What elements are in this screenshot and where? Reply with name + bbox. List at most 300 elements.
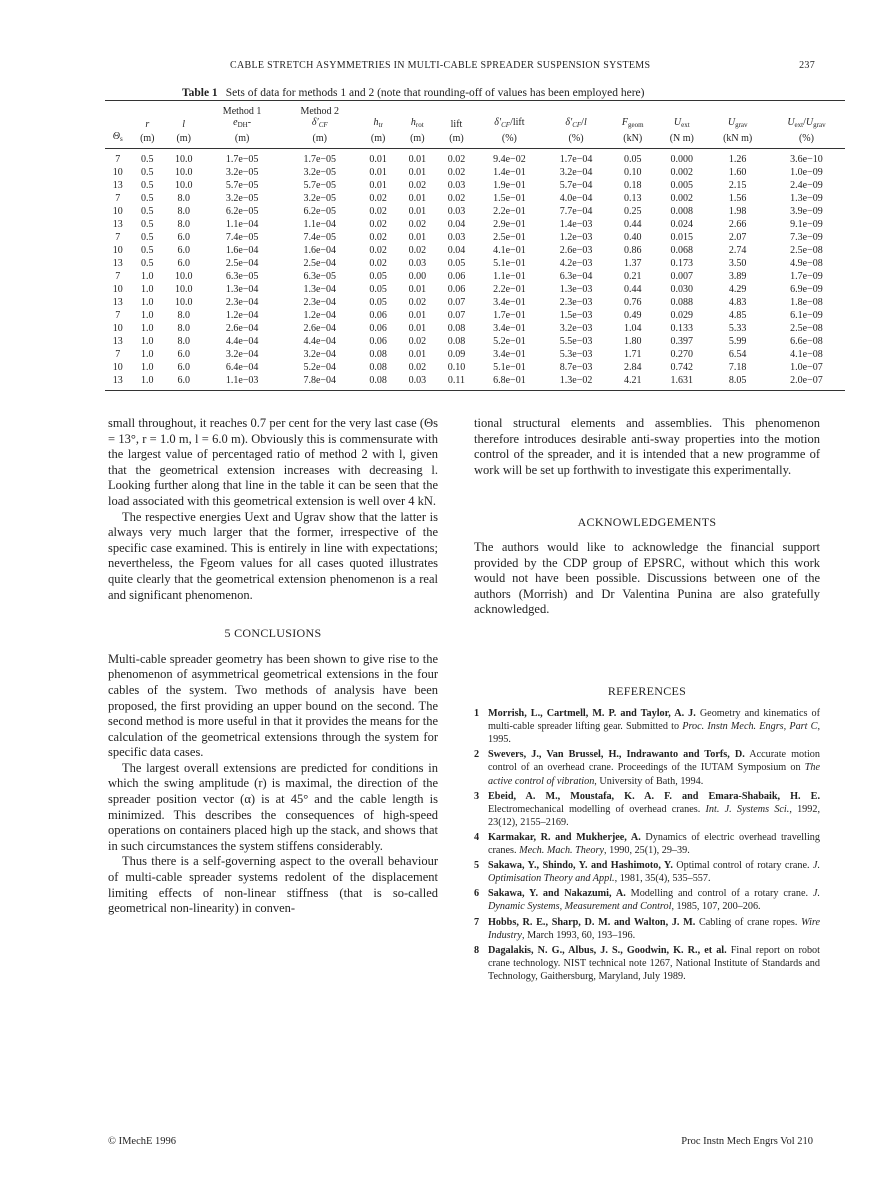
table-header-columns <box>105 117 845 131</box>
table-cell: 0.04 <box>447 245 466 256</box>
table-cell: 5.7e−05 <box>225 180 259 191</box>
table-cell: 5.1e−01 <box>493 258 526 269</box>
unit-header: (m) <box>437 131 476 149</box>
table-cell: 3.4e−01 <box>493 297 526 308</box>
col-header: $\delta'_{CF}$/lift <box>494 117 525 129</box>
unit-header: $\Theta_s$ <box>105 131 131 149</box>
table-cell: 0.01 <box>408 232 427 243</box>
table-cell: 2.5e−01 <box>493 232 526 243</box>
table-cell: 0.44 <box>623 219 642 230</box>
unit-header: (kN) <box>609 131 656 149</box>
table-cell: 13 <box>112 336 123 347</box>
table-cell: 6.0 <box>177 362 190 373</box>
table-cell: 7 <box>115 349 121 360</box>
reference-item <box>474 831 820 857</box>
table-cell: 0.08 <box>369 362 387 373</box>
table-cell: 1.1e−01 <box>493 271 526 282</box>
table-cell: 0.00 <box>408 271 427 282</box>
table-cell: 0.01 <box>408 284 427 295</box>
table-cell: 1.0 <box>141 284 154 295</box>
table-cell: 7.18 <box>728 362 747 373</box>
table-row <box>105 322 845 335</box>
table-cell: 3.2e−04 <box>225 349 259 360</box>
table-cell: 0.03 <box>447 180 466 191</box>
table-header-methods <box>105 101 845 118</box>
table-cell: 0.08 <box>359 374 398 391</box>
table-cell: 0.05 <box>369 297 387 308</box>
table-cell: 5.7e−05 <box>303 180 337 191</box>
table-cell: 10.0 <box>174 297 193 308</box>
table-row <box>105 361 845 374</box>
table-cell: 0.10 <box>447 362 466 373</box>
col-header: $U_{ext}$ <box>673 117 690 129</box>
table-cell: 1.56 <box>728 193 747 204</box>
table-cell: 1.3e−04 <box>303 284 337 295</box>
table-cell: 6.9e−09 <box>790 284 823 295</box>
table-cell: 1.04 <box>623 323 642 334</box>
reference-authors: Hobbs, R. E., Sharp, D. M. and Walton, J. M. <box>488 916 696 928</box>
reference-authors: Swevers, J., Van Brussel, H., Indrawanto and Torfs, D. <box>488 749 745 761</box>
table-cell: 8.05 <box>707 374 767 391</box>
conclusions-heading: 5 CONCLUSIONS <box>224 626 322 641</box>
table-cell: 1.0 <box>131 374 165 391</box>
table-cell: 0.86 <box>623 245 642 256</box>
table-cell: 0.04 <box>447 219 466 230</box>
table-cell: 7.8e−04 <box>281 374 359 391</box>
table-cell: 3.2e−04 <box>303 349 337 360</box>
table-cell: 3.2e−05 <box>303 193 337 204</box>
table-cell: 5.2e−01 <box>493 336 526 347</box>
table-cell: 2.5e−04 <box>225 258 259 269</box>
table-cell: 8.0 <box>177 193 190 204</box>
reference-authors: Karmakar, R. and Mukherjee, A. <box>488 831 641 843</box>
reference-text: Final report on robot crane technology. NIST technical note 1267, National Institute of Standards and Technology, Gaithersburg, Maryland, July 1989. <box>488 944 820 982</box>
unit-header: (%) <box>476 131 543 149</box>
table-cell: 2.5e−08 <box>790 323 823 334</box>
table-cell: 0.02 <box>408 336 427 347</box>
table-cell: 1.2e−04 <box>225 310 259 321</box>
table-cell: 5.2e−04 <box>303 362 337 373</box>
table-cell: 1.71 <box>623 349 642 360</box>
table-cell: 1.3e−03 <box>559 284 593 295</box>
table-cell: 1.7e−01 <box>493 310 526 321</box>
left-column <box>108 416 438 917</box>
table-cell: 0.5 <box>141 193 154 204</box>
table-cell: 0.03 <box>398 374 437 391</box>
col-header: $\delta'_{CF}$ <box>311 117 328 129</box>
table-cell: 1.3e−02 <box>543 374 610 391</box>
reference-journal: Mech. Mach. Theory <box>519 845 604 857</box>
table-cell: 4.9e−08 <box>790 258 823 269</box>
table-cell: 1.0e−09 <box>790 167 823 178</box>
table-cell: 0.11 <box>437 374 476 391</box>
reference-number: 3 <box>474 790 480 802</box>
reference-text: Modelling and control of a rotary crane. <box>625 888 813 900</box>
reference-text: Cabling of crane ropes. <box>695 916 802 928</box>
table-cell: 2.74 <box>728 245 747 256</box>
table-cell: 7.4e−05 <box>225 232 259 243</box>
table-row <box>105 257 845 270</box>
table-cell: 1.2e−04 <box>303 310 337 321</box>
table-cell: 1.0 <box>141 336 154 347</box>
table-cell: 0.5 <box>141 219 154 230</box>
table-cell: 0.029 <box>670 310 694 321</box>
table-cell: 0.06 <box>369 336 387 347</box>
unit-header: (N m) <box>656 131 707 149</box>
table-cell: 1.0 <box>141 310 154 321</box>
table-cell: 8.0 <box>177 206 190 217</box>
table-caption <box>182 87 644 99</box>
table-cell: 0.07 <box>447 310 466 321</box>
table-cell: 8.0 <box>177 310 190 321</box>
col-header: $h_{rot}$ <box>410 117 424 129</box>
table-cell: 1.3e−09 <box>790 193 823 204</box>
table-cell: 0.5 <box>141 167 154 178</box>
table-cell: 0.05 <box>623 154 642 165</box>
method1-header: Method 1 <box>203 101 281 118</box>
table-row <box>105 244 845 257</box>
table-row <box>105 231 845 244</box>
table-cell: 6.0 <box>177 245 190 256</box>
table-cell: 10 <box>112 323 123 334</box>
table-cell: 0.05 <box>369 271 387 282</box>
table-cell: 7.7e−04 <box>559 206 593 217</box>
paragraph: The largest overall extensions are predicted for conditions in which the swing amplitude (r) is maximal, the direction of the spreader position vector (α) is at 45° and the cable length is minimized. This describes the consequences of high-speed operations on containers placed high up the stack, and shows that in such circumstances the system stiffens considerably. <box>108 760 438 853</box>
reference-tail: , March 1993, 60, 193–196. <box>521 929 636 941</box>
table-cell: 10 <box>112 284 123 295</box>
table-cell: 2.4e−09 <box>790 180 823 191</box>
reference-tail: , 1995. <box>488 721 820 746</box>
table-cell: 7 <box>115 154 121 165</box>
table-caption-text: Sets of data for methods 1 and 2 (note that rounding-off of values has been employed here) <box>225 87 645 99</box>
table-cell: 0.03 <box>408 258 427 269</box>
reference-journal: J. Dynamic Systems, Measurement and Control <box>488 888 820 913</box>
table-cell: 0.005 <box>670 180 694 191</box>
col-header: $e_{DH}-$ <box>233 117 252 129</box>
table-cell: 4.0e−04 <box>559 193 593 204</box>
table-cell: 1.1e−03 <box>203 374 281 391</box>
table-cell: 7 <box>115 310 121 321</box>
table-cell: 6.8e−01 <box>476 374 543 391</box>
table-cell: 0.397 <box>670 336 694 347</box>
footer-journal: Proc Instn Mech Engrs Vol 210 <box>681 1136 813 1147</box>
table-cell: 0.173 <box>670 258 694 269</box>
acknowledgements-heading: ACKNOWLEDGEMENTS <box>577 515 717 530</box>
reference-number: 8 <box>474 944 480 956</box>
table-cell: 1.7e−04 <box>559 154 593 165</box>
col-header: l <box>182 118 186 130</box>
table-cell: 0.133 <box>670 323 694 334</box>
table-cell: 6.3e−05 <box>303 271 337 282</box>
paragraph: Thus there is a self-governing aspect to the overall behaviour of multi-cable spreader systems redolent of the displacement limiting effects of non-linear stiffness (that is so-called geometrical non-linearity) in conven- <box>108 854 438 916</box>
reference-journal: The active control of vibration <box>488 762 820 787</box>
table-cell: 9.1e−09 <box>790 219 823 230</box>
running-head <box>0 60 873 76</box>
table-cell: 0.01 <box>408 193 427 204</box>
table-row <box>105 149 845 167</box>
table-cell: 0.02 <box>369 219 387 230</box>
table-cell: 1.3e−04 <box>225 284 259 295</box>
table-cell: 1.26 <box>728 154 747 165</box>
table-cell: 4.1e−08 <box>790 349 823 360</box>
reference-journal: Proc. Instn Mech. Engrs, Part C <box>682 721 818 733</box>
table-cell: 13 <box>112 258 123 269</box>
table-cell: 1.0 <box>141 271 154 282</box>
col-header: $U_{ext}/U_{grav}$ <box>787 117 826 129</box>
unit-header: (m) <box>203 131 281 149</box>
table-row <box>105 348 845 361</box>
reference-authors: Morrish, L., Cartmell, M. P. and Taylor, A. J. <box>488 708 696 720</box>
table-cell: 7 <box>115 271 121 282</box>
table-cell: 3.2e−05 <box>303 167 337 178</box>
footer-copyright: © IMechE 1996 <box>108 1136 177 1147</box>
table-row <box>105 166 845 179</box>
table-cell: 0.002 <box>670 167 694 178</box>
reference-number: 4 <box>474 831 480 843</box>
table-cell: 0.13 <box>623 193 642 204</box>
table-cell: 4.1e−01 <box>493 245 526 256</box>
reference-number: 5 <box>474 860 480 872</box>
table-cell: 1.1e−04 <box>225 219 259 230</box>
table-cell: 0.03 <box>447 232 466 243</box>
reference-number: 7 <box>474 916 480 928</box>
table-cell: 2.5e−08 <box>790 245 823 256</box>
table-cell: 0.06 <box>447 284 466 295</box>
table-cell: 3.2e−03 <box>559 323 593 334</box>
table-cell: 4.21 <box>609 374 656 391</box>
reference-tail: , 1981, 35(4), 535–557. <box>614 873 711 885</box>
table-cell: 6.2e−05 <box>225 206 259 217</box>
table-cell: 1.7e−05 <box>303 154 337 165</box>
table-cell: 6.3e−04 <box>559 271 593 282</box>
table-cell: 2.2e−01 <box>493 284 526 295</box>
reference-text: Electromechanical modelling of overhead cranes. <box>488 803 706 815</box>
table-header-units <box>105 131 845 149</box>
table-cell: 4.4e−04 <box>225 336 259 347</box>
reference-journal: Wire Industry <box>488 916 821 941</box>
table-cell: 1.0e−07 <box>790 362 823 373</box>
table-cell: 6.4e−04 <box>225 362 259 373</box>
reference-item <box>474 859 820 885</box>
table-cell: 13 <box>105 374 131 391</box>
reference-item <box>474 790 820 829</box>
table-cell: 10 <box>112 362 123 373</box>
page-number: 237 <box>799 60 815 71</box>
paragraph: Multi-cable spreader geometry has been shown to give rise to the phenomenon of asymmetrical geometrical extensions in the four cables of the system. Two methods of analysis have been proposed, the first providing an upper bound on the second. The second method is more useful in that it provides the means for the calculation of the geometrical extensions through the system for specific data cases. <box>108 651 438 760</box>
right-column <box>474 416 820 618</box>
table-cell: 0.007 <box>670 271 694 282</box>
table-cell: 0.25 <box>623 206 642 217</box>
table-row <box>105 309 845 322</box>
table-cell: 0.068 <box>670 245 694 256</box>
table-cell: 9.4e−02 <box>493 154 526 165</box>
table-cell: 1.4e−01 <box>493 167 526 178</box>
table-cell: 3.2e−04 <box>559 167 593 178</box>
reference-authors: Dagalakis, N. G., Albus, J. S., Goodwin, K. R., et al. <box>488 944 727 956</box>
reference-item <box>474 944 820 983</box>
table-cell: 0.44 <box>623 284 642 295</box>
unit-header: (%) <box>543 131 610 149</box>
table-cell: 2.6e−03 <box>559 245 593 256</box>
table-cell: 2.07 <box>728 232 747 243</box>
table-cell: 1.9e−01 <box>493 180 526 191</box>
table-cell: 0.07 <box>447 297 466 308</box>
table-cell: 3.2e−05 <box>225 193 259 204</box>
table-cell: 1.7e−05 <box>225 154 259 165</box>
table-cell: 10.0 <box>174 284 193 295</box>
reference-tail: , 1992, 23(12), 2155–2169. <box>488 803 820 828</box>
table-cell: 1.60 <box>728 167 747 178</box>
table-cell: 6.1e−09 <box>790 310 823 321</box>
reference-authors: Ebeid, A. M., Moustafa, K. A. F. and Emara-Shabaik, H. E. <box>488 790 820 802</box>
table-cell: 1.5e−01 <box>493 193 526 204</box>
running-head-title: CABLE STRETCH ASYMMETRIES IN MULTI-CABLE SPREADER SUSPENSION SYSTEMS <box>230 60 651 71</box>
table-cell: 0.49 <box>623 310 642 321</box>
table-cell: 1.6e−04 <box>225 245 259 256</box>
table-cell: 1.4e−03 <box>559 219 593 230</box>
paragraph: The respective energies Uext and Ugrav show that the latter is always very much larger that the former, irrespective of the specific case examined. This is entirely in line with expectations; nevertheless, the Fgeom values for all cases quoted illustrates quite clearly that the geometrical extension phenomenon is a real and significant phenomenon. <box>108 509 438 602</box>
col-header: $U_{grav}$ <box>727 117 748 129</box>
table-cell: 0.02 <box>408 245 427 256</box>
table-cell: 0.008 <box>670 206 694 217</box>
table-cell: 0.5 <box>141 206 154 217</box>
table-cell: 1.5e−03 <box>559 310 593 321</box>
table-row <box>105 192 845 205</box>
table-cell: 0.01 <box>369 180 387 191</box>
table-cell: 0.02 <box>369 206 387 217</box>
table-cell: 1.0 <box>141 362 154 373</box>
table-cell: 7.3e−09 <box>790 232 823 243</box>
table-cell: 0.5 <box>141 245 154 256</box>
reference-number: 6 <box>474 888 480 900</box>
table-cell: 0.5 <box>141 258 154 269</box>
table-cell: 0.76 <box>623 297 642 308</box>
table-cell: 7.4e−05 <box>303 232 337 243</box>
table-cell: 10.0 <box>174 167 193 178</box>
table-cell: 2.3e−04 <box>225 297 259 308</box>
table-cell: 0.5 <box>141 154 154 165</box>
table-cell: 0.06 <box>447 271 466 282</box>
unit-header: (m) <box>398 131 437 149</box>
table-cell: 2.84 <box>623 362 642 373</box>
table-cell: 0.088 <box>670 297 694 308</box>
table-cell: 8.0 <box>177 323 190 334</box>
table-cell: 0.02 <box>369 245 387 256</box>
table-cell: 0.01 <box>408 206 427 217</box>
table-cell: 0.01 <box>408 310 427 321</box>
table-cell: 2.5e−04 <box>303 258 337 269</box>
reference-tail: , 1990, 25(1), 29–39. <box>604 845 690 857</box>
reference-item <box>474 707 820 746</box>
table-cell: 2.3e−04 <box>303 297 337 308</box>
table-cell: 7 <box>115 193 121 204</box>
table-cell: 0.02 <box>369 258 387 269</box>
reference-text: Accurate motion control of an overhead crane. Proceedings of the IUTAM Symposium on <box>488 749 820 774</box>
table-cell: 0.5 <box>141 180 154 191</box>
table-cell: 1.2e−03 <box>559 232 593 243</box>
table-cell: 0.015 <box>670 232 694 243</box>
table-cell: 1.0 <box>141 323 154 334</box>
table-cell: 4.2e−03 <box>559 258 593 269</box>
table-cell: 10 <box>112 167 123 178</box>
table-cell: 13 <box>112 180 123 191</box>
table-cell: 10.0 <box>174 271 193 282</box>
table-cell: 1.8e−08 <box>790 297 823 308</box>
table-cell: 0.05 <box>447 258 466 269</box>
reference-authors: Sakawa, Y. and Nakazumi, A. <box>488 888 626 900</box>
table-cell: 13 <box>112 297 123 308</box>
table-body <box>105 149 845 391</box>
table-cell: 4.83 <box>728 297 747 308</box>
table-cell: 3.6e−10 <box>790 154 823 165</box>
table-cell: 0.08 <box>369 349 387 360</box>
references-list <box>474 707 820 983</box>
table-cell: 1.98 <box>728 206 747 217</box>
col-header: $F_{geom}$ <box>621 117 644 129</box>
unit-header: (m) <box>164 131 203 149</box>
table-cell: 3.2e−05 <box>225 167 259 178</box>
table-cell: 1.6e−04 <box>303 245 337 256</box>
table-cell: 5.1e−01 <box>493 362 526 373</box>
table-row <box>105 218 845 231</box>
table-row <box>105 205 845 218</box>
reference-tail: , University of Bath, 1994. <box>594 775 704 787</box>
table-cell: 0.21 <box>623 271 642 282</box>
table-row <box>105 283 845 296</box>
col-header: $\delta'_{CF}/l$ <box>565 117 587 129</box>
table-cell: 0.02 <box>408 219 427 230</box>
table-cell: 0.02 <box>447 154 466 165</box>
table-cell: 8.0 <box>177 336 190 347</box>
table-cell: 2.15 <box>728 180 747 191</box>
table-cell: 0.01 <box>408 167 427 178</box>
table-cell: 0.01 <box>408 154 427 165</box>
table-cell: 5.33 <box>728 323 747 334</box>
reference-text: Geometry and kinematics of multi-cable spreader lifting gear. Submitted to <box>488 708 820 733</box>
table-cell: 3.9e−09 <box>790 206 823 217</box>
table-label: Table 1 <box>182 87 218 99</box>
table-cell: 10 <box>112 245 123 256</box>
paragraph: The authors would like to acknowledge the financial support provided by the CDP group of EPSRC, without which this work would not have been possible. Discussions between one of the authors (Morrish) and Dr Valentina Punina are also gratefully acknowledged. <box>474 539 820 617</box>
reference-journal: J. Optimisation Theory and Appl. <box>488 860 820 885</box>
table-cell: 1.1e−04 <box>303 219 337 230</box>
table-cell: 2.6e−04 <box>303 323 337 334</box>
col-header: r <box>145 118 150 130</box>
table-cell: 0.01 <box>369 167 387 178</box>
reference-item <box>474 916 820 942</box>
table-cell: 8.7e−03 <box>559 362 593 373</box>
table-cell: 2.6e−04 <box>225 323 259 334</box>
table-cell: 0.024 <box>670 219 694 230</box>
table-cell: 1.7e−09 <box>790 271 823 282</box>
table-cell: 0.02 <box>369 193 387 204</box>
reference-number: 1 <box>474 708 480 720</box>
table-cell: 0.02 <box>447 193 466 204</box>
table-cell: 2.3e−03 <box>559 297 593 308</box>
table-cell: 5.7e−04 <box>559 180 593 191</box>
table-cell: 2.9e−01 <box>493 219 526 230</box>
table-cell: 6.0 <box>177 258 190 269</box>
table-cell: 7 <box>115 232 121 243</box>
table-cell: 3.4e−01 <box>493 349 526 360</box>
table-row <box>105 374 845 391</box>
reference-tail: , 1985, 107, 200–206. <box>671 901 761 913</box>
table-cell: 6.0 <box>177 349 190 360</box>
reference-item <box>474 887 820 913</box>
table-cell: 0.10 <box>623 167 642 178</box>
unit-header: (kN m) <box>707 131 767 149</box>
table-row <box>105 296 845 309</box>
